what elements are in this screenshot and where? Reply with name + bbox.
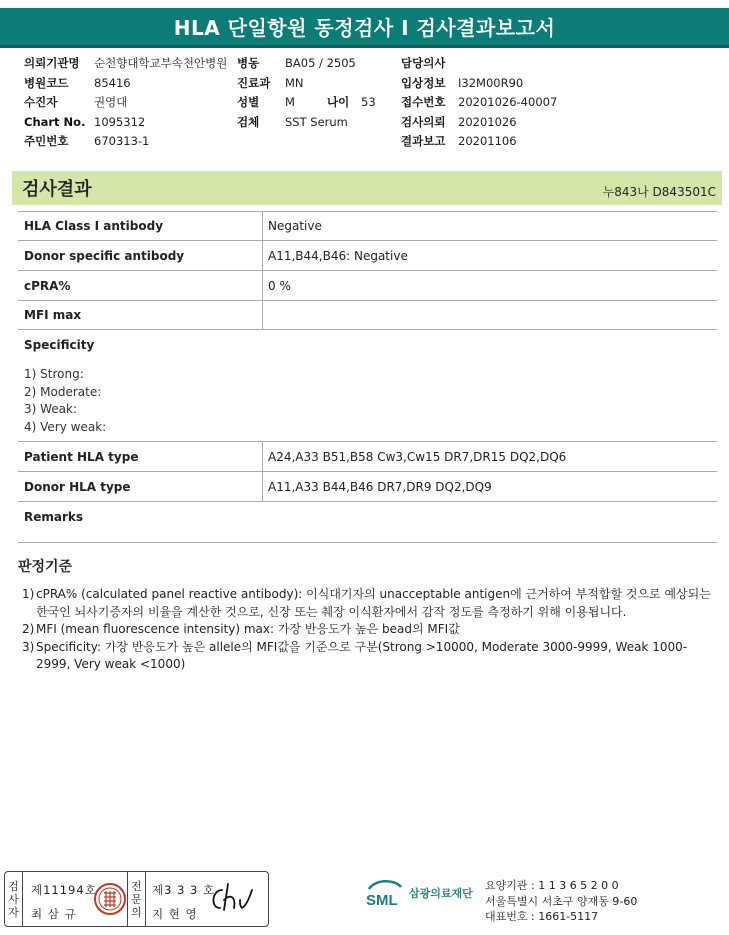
label-age: 나이: [327, 95, 350, 109]
specificity-line: 2) Moderate:: [24, 384, 102, 399]
value-clinical-info: I32M00R90: [458, 75, 524, 90]
signature-icon: [206, 878, 254, 916]
criteria-text: cPRA% (calculated panel reactive antibody): 이식대기자의 unacceptable antigen에 근거하여 부적합할 것으로 예상되는 한국인 뇌사기증자의 비율을 계산한 것으로, 신장 또는 췌장 이식환자에서 감작 정도를 측정하기 위해 이용됩니다.: [36, 587, 711, 619]
label-hospital-code: 병원코드: [24, 75, 69, 90]
label-request-date: 검사의뢰: [401, 114, 446, 129]
approver-label: [128, 872, 146, 926]
value-receipt-no: 20201026-40007: [458, 95, 558, 109]
row-key: cPRA%: [18, 271, 263, 300]
contact-line: 요양기관 : 1 1 3 6 5 2 0 0: [485, 879, 619, 892]
result-heading: 검사결과: [22, 179, 92, 200]
label-doctor: 담당의사: [401, 56, 446, 70]
value-id-no: 670313-1: [94, 134, 150, 148]
contact-info: [485, 878, 637, 925]
criteria-heading: 판정기준: [18, 559, 73, 575]
table-row: [18, 241, 717, 271]
tester-cell: [23, 872, 128, 926]
approver-label-char: 전: [131, 879, 142, 893]
report-title: HLA 단일항원 동정검사 I 검사결과보고서: [0, 8, 729, 48]
criteria-section: [18, 556, 718, 674]
row-value: A11,B44,B46: Negative: [268, 248, 408, 263]
value-request-date: 20201026: [458, 114, 517, 129]
specificity-heading: Specificity: [24, 338, 95, 352]
org-name: 삼광의료재단: [409, 887, 473, 900]
approver-label-char: 문: [131, 892, 142, 906]
specificity-line: 3) Weak:: [24, 402, 78, 416]
contact-line: 대표번호 : 1661-5117: [485, 910, 599, 923]
row-value: A24,A33 B51,B58 Cw3,Cw15 DR7,DR15 DQ2,DQ6: [268, 449, 567, 464]
criteria-text: MFI (mean fluorescence intensity) max: 가장 반응도가 높은 bead의 MFI값: [36, 622, 460, 636]
signature-box: [4, 871, 269, 927]
tester-label-char: 검: [8, 879, 19, 893]
value-ward: BA05 / 2505: [285, 56, 356, 70]
tester-label: [5, 872, 23, 926]
value-specimen: SST Serum: [285, 114, 348, 129]
header-info-col2: [237, 54, 376, 132]
remarks-row: [18, 502, 717, 543]
remarks-label: Remarks: [24, 510, 84, 524]
row-key: Donor specific antibody: [18, 241, 263, 270]
value-dept: MN: [285, 75, 304, 90]
label-dept: 진료과: [237, 75, 271, 90]
approver-label-char: 의: [131, 905, 142, 919]
label-patient: 수진자: [24, 95, 58, 109]
approver-name: 지 현 영: [152, 907, 198, 921]
row-value: 0 %: [268, 278, 291, 293]
criteria-num: 1): [22, 587, 35, 601]
result-code: 누843나 D843501C: [602, 184, 716, 199]
value-report-date: 20201106: [458, 134, 517, 148]
row-key: Patient HLA type: [18, 442, 263, 471]
label-clinical-info: 입상정보: [401, 75, 446, 90]
row-value: Negative: [268, 219, 322, 233]
tester-label-char: 자: [8, 905, 19, 919]
label-ward: 병동: [237, 56, 260, 70]
criteria-item: [18, 586, 718, 621]
value-chart-no: 1095312: [94, 114, 146, 129]
specificity-line: 4) Very weak:: [24, 419, 107, 434]
criteria-num: 3): [22, 639, 35, 654]
value-sex: M: [285, 95, 295, 109]
result-header: [12, 171, 722, 205]
label-specimen: 검체: [237, 114, 260, 129]
table-row: [18, 212, 717, 241]
table-row: [18, 271, 717, 301]
row-key: HLA Class I antibody: [18, 212, 263, 240]
row-value: [263, 301, 717, 329]
row-key: MFI max: [18, 301, 263, 329]
sml-logo: [365, 877, 473, 909]
row-value: A11,A33 B44,B46 DR7,DR9 DQ2,DQ9: [268, 479, 492, 494]
value-age: 53: [361, 95, 376, 109]
label-chart-no: Chart No.: [24, 114, 86, 129]
seal-icon: [93, 882, 127, 916]
header-info-col3: [401, 54, 557, 152]
result-table: [18, 211, 717, 543]
criteria-num: 2): [22, 622, 35, 636]
table-row: [18, 301, 717, 330]
specificity-block: [18, 330, 717, 442]
label-sex: 성별: [237, 95, 260, 109]
specificity-line: 1) Strong:: [24, 367, 84, 381]
value-patient: 권영대: [94, 95, 128, 109]
label-report-date: 결과보고: [401, 134, 446, 148]
label-receipt-no: 접수번호: [401, 95, 446, 109]
criteria-item: [18, 639, 718, 674]
contact-line: 서울특별시 서초구 양재동 9-60: [485, 894, 638, 908]
approver-cell: [146, 872, 268, 926]
table-row: [18, 442, 717, 472]
tester-name: 최 삼 규: [31, 907, 77, 921]
value-institution: 순천향대학교부속천안병원: [94, 56, 228, 70]
header-info-col1: [24, 54, 227, 152]
label-id-no: 주민번호: [24, 134, 69, 148]
criteria-text: Specificity: 가장 반응도가 높은 allele의 MFI값을 기준으로 구분(Strong >10000, Moderate 3000-9999, Weak 1000-2999, Very weak <1000): [36, 639, 688, 671]
logo-text: SML: [366, 892, 398, 909]
row-key: Donor HLA type: [18, 472, 263, 501]
label-institution: 의뢰기관명: [24, 56, 80, 70]
tester-label-char: 사: [8, 892, 19, 906]
table-row: [18, 472, 717, 502]
approver-no: 제3 3 3 호: [152, 883, 216, 897]
value-hospital-code: 85416: [94, 75, 131, 90]
tester-no: 제11194호: [31, 883, 97, 897]
sml-logo-icon: [365, 877, 405, 909]
criteria-item: [18, 621, 718, 639]
